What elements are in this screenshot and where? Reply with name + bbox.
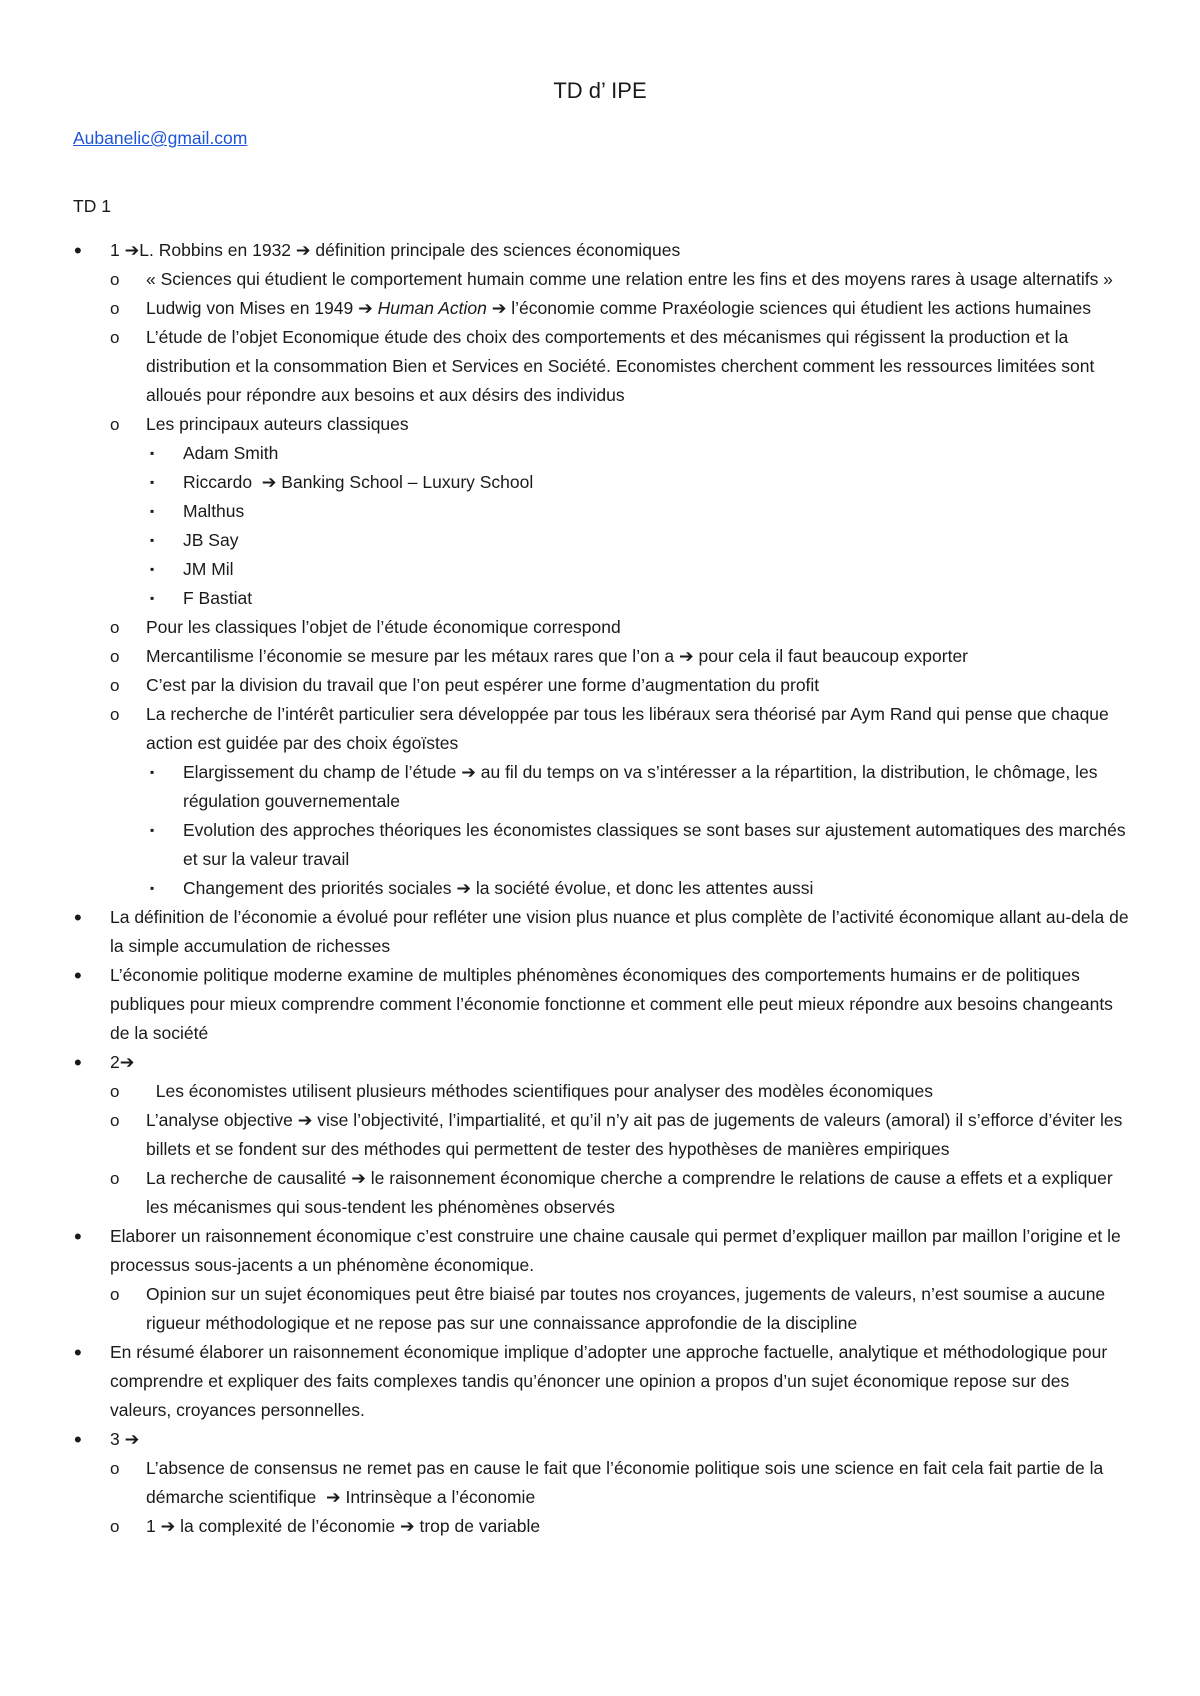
list-item [150,439,1135,468]
list-item-text [146,1516,540,1536]
list-item [150,497,1135,526]
bullet-marker-icon: ▪ [150,475,155,489]
list-item-text [183,588,252,608]
text-run: En résumé élaborer un raisonnement économique implique d’adopter une approche factuelle, analytique et méthodologique pour comprendre et expliquer des faits complexes tandis qu’énoncer une opinion a propos d’un sujet économique repose sur des valeurs, croyances personnelles. [110,1342,1113,1420]
text-run: « Sciences qui étudient le comportement humain comme une relation entre les fins et des moyens rares à usage alternatifs » [146,269,1113,289]
bullet-marker-icon: o [110,647,120,666]
list-item [110,265,1135,294]
list-item [110,294,1135,323]
list-item [150,816,1135,874]
bullet-marker-icon: ▪ [150,823,155,837]
text-run: L’analyse objective ➔ vise l’objectivité, l’impartialité, et qu’il n’y ait pas de jugements de valeurs (amoral) il s’efforce d’éviter les billets et se fondent sur des méthodes qui permettent de tester des hypothèses de manières empiriques [146,1110,1128,1159]
list-item-text [110,1429,139,1449]
list-item [110,613,1135,642]
bullet-marker-icon: o [110,299,120,318]
list-item-text [146,298,1091,318]
text-run: L’économie politique moderne examine de multiples phénomènes économiques des comportements humains er de politiques publiques pour mieux comprendre comment l’économie fonctionne et comment elle peut mieux répondre aux besoins changeants de la société [110,965,1118,1043]
text-run: Mercantilisme l’économie se mesure par les métaux rares que l’on a ➔ pour cela il faut beaucoup exporter [146,646,969,666]
list-item [150,874,1135,903]
text-run: La recherche de causalité ➔ le raisonnement économique cherche a comprendre le relations de cause a effets et a expliquer les mécanismes qui sous-tendent les phénomènes observés [146,1168,1118,1217]
section-heading: TD 1 [73,196,111,216]
list-item [150,526,1135,555]
list-item [110,1512,1135,1541]
list-item-text [146,327,1099,405]
italic-text: Human Action [377,298,487,318]
list-item-text [183,878,813,898]
list-item [74,1425,1135,1454]
bullet-marker-icon: ▪ [150,533,155,547]
document-title: TD d’ IPE [553,78,647,103]
list-item [150,555,1135,584]
text-run: Ludwig von Mises en 1949 ➔ [146,298,378,318]
text-run: Malthus [183,501,245,521]
list-item [110,1454,1135,1512]
text-run: 1 ➔L. Robbins en 1932 ➔ définition principale des sciences économiques [110,240,681,260]
list-item-text [146,704,1114,753]
bullet-marker-icon: o [110,618,120,637]
bullet-marker-icon: • [74,1050,82,1075]
list-item [110,1280,1135,1338]
list-item-text [183,472,533,492]
list-item [110,700,1135,758]
text-run: La recherche de l’intérêt particulier sera développée par tous les libéraux sera théorisé par Aym Rand qui pense que chaque action est guidée par des choix égoïstes [146,704,1114,753]
list-item [74,1048,1135,1077]
list-item-text [146,617,621,637]
list-item-text [110,1052,134,1072]
bullet-marker-icon: o [110,1169,120,1188]
bullet-marker-icon: ▪ [150,446,155,460]
text-run: Pour les classiques l’objet de l’étude économique correspond [146,617,621,637]
bullet-marker-icon: o [110,1285,120,1304]
text-run: Elargissement du champ de l’étude ➔ au fil du temps on va s’intéresser a la répartition, la distribution, le chômage, les régulation gouvernementale [183,762,1103,811]
list-item-text [146,1168,1118,1217]
text-run: Elaborer un raisonnement économique c’est construire une chaine causale qui permet d’expliquer maillon par maillon l’origine et le processus sous-jacents a un phénomène économique. [110,1226,1126,1275]
list-item [150,584,1135,613]
text-run: ➔ l’économie comme Praxéologie sciences qui étudient les actions humaines [486,298,1092,318]
text-run: Adam Smith [183,443,279,463]
text-run: Evolution des approches théoriques les économistes classiques se sont bases sur ajustement automatiques des marchés et sur la valeur travail [183,820,1131,869]
bullet-marker-icon: • [74,1224,82,1249]
list-item-text [146,675,819,695]
bullet-marker-icon: o [110,705,120,724]
text-run: Opinion sur un sujet économiques peut être biaisé par toutes nos croyances, jugements de valeurs, n’est soumise a aucune rigueur méthodologique et ne repose pas sur une connaissance approfondie de la discipline [146,1284,1111,1333]
list-item [110,323,1135,410]
list-item-text [146,646,968,666]
text-run: Les économistes utilisent plusieurs méthodes scientifiques pour analyser des modèles économiques [146,1081,933,1101]
text-run: 2➔ [110,1052,135,1072]
bullet-marker-icon: o [110,1517,120,1536]
bullet-marker-icon: • [74,1427,82,1452]
list-item-text [146,1110,1127,1159]
list-item-text [146,269,1113,289]
list-item [110,671,1135,700]
bullet-marker-icon: • [74,1340,82,1365]
list-item-text [183,762,1102,811]
text-run: JB Say [183,530,239,550]
list-item-text [183,443,278,463]
bullet-marker-icon: o [110,676,120,695]
bullet-marker-icon: ▪ [150,591,155,605]
text-run: Les principaux auteurs classiques [146,414,409,434]
text-run: La définition de l’économie a évolué pour refléter une vision plus nuance et plus complète de l’activité économique allant au-dela de la simple accumulation de richesses [110,907,1134,956]
list-item [110,1077,1135,1106]
text-run: 3 ➔ [110,1429,140,1449]
list-item [110,1106,1135,1164]
text-run: L’étude de l’objet Economique étude des choix des comportements et des mécanismes qui régissent la production et la distribution et la consommation Bien et Services en Société. Economistes cherchent comment les ressources limitées sont alloués pour répondre aux besoins et aux désirs des individus [146,327,1100,405]
text-run: Changement des priorités sociales ➔ la société évolue, et donc les attentes aussi [183,878,814,898]
bullet-marker-icon: o [110,1111,120,1130]
bullet-marker-icon: o [110,415,120,434]
list-item [150,758,1135,816]
bullet-marker-icon: o [110,1459,120,1478]
list-item [110,410,1135,439]
list-item [74,1222,1135,1280]
bullet-marker-icon: ▪ [150,765,155,779]
list-item [74,903,1135,961]
list-item-text [110,240,680,260]
list-item-text [183,530,238,550]
bullet-marker-icon: • [74,238,82,263]
bullet-marker-icon: • [74,905,82,930]
list-item-text [183,501,244,521]
list-item-text [146,1284,1110,1333]
email-link[interactable]: Aubanelic@gmail.com [73,128,248,148]
list-item [74,961,1135,1048]
text-run: L’absence de consensus ne remet pas en cause le fait que l’économie politique sois une science en fait cela fait partie de la démarche scientifique ➔ Intrinsèque a l’économie [146,1458,1109,1507]
list-item [74,236,1135,265]
list-item-text [183,820,1130,869]
list-item-text [110,1226,1126,1275]
text-run: 1 ➔ la complexité de l’économie ➔ trop de variable [146,1516,541,1536]
list-item [74,1338,1135,1425]
list-item-text [110,907,1133,956]
bullet-marker-icon: o [110,270,120,289]
list-item-text [110,1342,1112,1420]
bullet-marker-icon: • [74,963,82,988]
list-item-text [183,559,234,579]
bullet-marker-icon: o [110,328,120,347]
list-item [110,642,1135,671]
bullet-marker-icon: o [110,1082,120,1101]
bullet-marker-icon: ▪ [150,881,155,895]
bullet-list [0,236,1200,1541]
text-run: F Bastiat [183,588,253,608]
list-item-text [146,414,409,434]
text-run: C’est par la division du travail que l’on peut espérer une forme d’augmentation du profit [146,675,820,695]
bullet-marker-icon: ▪ [150,562,155,576]
list-item-text [146,1081,933,1101]
list-item [110,1164,1135,1222]
list-item-text [110,965,1118,1043]
list-item-text [146,1458,1108,1507]
text-run: JM Mil [183,559,234,579]
bullet-marker-icon: ▪ [150,504,155,518]
text-run: Riccardo ➔ Banking School – Luxury School [183,472,534,492]
list-item [150,468,1135,497]
